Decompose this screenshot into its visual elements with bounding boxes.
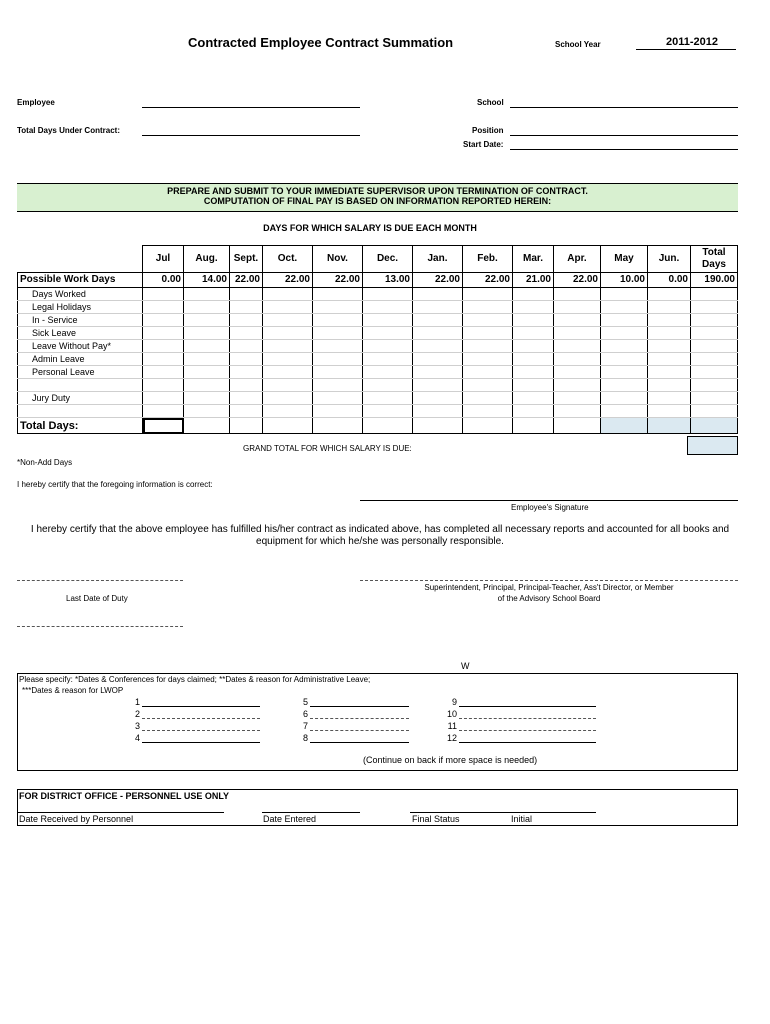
header-spacer <box>18 246 143 273</box>
day-entry-cell[interactable] <box>601 379 648 392</box>
possible-days-cell[interactable]: 21.00 <box>513 273 554 288</box>
day-entry-cell[interactable] <box>263 353 313 366</box>
total-header-line-2: Days <box>702 259 726 270</box>
row-label: In - Service <box>18 314 143 327</box>
superintendent-label-2: of the Advisory School Board <box>497 594 601 603</box>
day-entry-cell[interactable] <box>363 379 413 392</box>
school-year-label: School Year <box>555 40 601 49</box>
day-entry-cell[interactable] <box>554 314 601 327</box>
day-entry-cell[interactable] <box>363 340 413 353</box>
day-entry-cell[interactable] <box>184 392 230 405</box>
row-label: Days Worked <box>18 288 143 301</box>
days-title: DAYS FOR WHICH SALARY IS DUE EACH MONTH <box>263 223 477 233</box>
day-entry-cell[interactable] <box>463 379 513 392</box>
month-header: Dec. <box>363 246 413 273</box>
day-entry-cell[interactable] <box>413 405 463 418</box>
day-entry-cell[interactable] <box>648 288 691 301</box>
specify-number: 7 <box>302 721 308 731</box>
day-entry-cell[interactable] <box>143 405 184 418</box>
possible-days-cell[interactable]: 0.00 <box>648 273 691 288</box>
day-entry-cell[interactable] <box>230 379 263 392</box>
total-days-field[interactable] <box>142 135 360 136</box>
date-entered-label: Date Entered <box>263 814 317 824</box>
day-entry-cell[interactable] <box>230 405 263 418</box>
day-entry-cell[interactable] <box>513 327 554 340</box>
day-entry-cell[interactable] <box>413 327 463 340</box>
day-entry-cell[interactable] <box>143 314 184 327</box>
day-entry-cell[interactable] <box>554 379 601 392</box>
day-entry-cell[interactable] <box>313 340 363 353</box>
day-entry-cell[interactable] <box>601 340 648 353</box>
day-entry-cell[interactable] <box>413 379 463 392</box>
day-entry-cell[interactable] <box>648 392 691 405</box>
day-entry-cell[interactable] <box>691 314 738 327</box>
possible-days-cell[interactable]: 0.00 <box>143 273 184 288</box>
month-header: Mar. <box>513 246 554 273</box>
day-entry-cell[interactable] <box>691 327 738 340</box>
superintendent-line[interactable] <box>360 580 738 581</box>
day-entry-cell[interactable] <box>463 405 513 418</box>
day-entry-cell[interactable] <box>554 340 601 353</box>
day-entry-cell[interactable] <box>463 353 513 366</box>
day-entry-cell[interactable] <box>691 392 738 405</box>
school-label: School <box>477 98 504 107</box>
school-field[interactable] <box>510 107 738 108</box>
row-label <box>18 379 143 392</box>
specify-line-2: ***Dates & reason for LWOP <box>22 686 124 695</box>
possible-work-days-label: Possible Work Days <box>18 273 143 288</box>
day-entry-cell[interactable] <box>143 340 184 353</box>
start-date-label: Start Date: <box>463 140 504 149</box>
day-entry-cell[interactable] <box>554 353 601 366</box>
day-entry-cell[interactable] <box>143 379 184 392</box>
day-entry-cell[interactable] <box>363 327 413 340</box>
day-entry-cell[interactable] <box>363 366 413 379</box>
day-entry-cell[interactable] <box>313 405 363 418</box>
day-entry-cell[interactable] <box>143 366 184 379</box>
day-entry-cell[interactable] <box>263 340 313 353</box>
total-days-cell[interactable] <box>263 418 313 434</box>
total-days-cell[interactable] <box>648 418 691 434</box>
employee-signature-label: Employee's Signature <box>511 503 589 512</box>
day-entry-cell[interactable] <box>513 366 554 379</box>
day-entry-cell[interactable] <box>513 392 554 405</box>
employee-signature-line[interactable] <box>360 500 738 501</box>
day-entry-cell[interactable] <box>513 340 554 353</box>
possible-days-total: 190.00 <box>691 273 738 288</box>
day-entry-cell[interactable] <box>513 379 554 392</box>
possible-days-cell[interactable]: 22.00 <box>313 273 363 288</box>
day-entry-cell[interactable] <box>313 366 363 379</box>
month-header: Jun. <box>648 246 691 273</box>
day-entry-cell[interactable] <box>313 379 363 392</box>
final-status-line[interactable] <box>410 812 596 813</box>
total-days-cell[interactable] <box>230 418 263 434</box>
district-title: FOR DISTRICT OFFICE - PERSONNEL USE ONLY <box>19 791 230 801</box>
day-entry-cell[interactable] <box>184 327 230 340</box>
table-row <box>18 405 738 418</box>
total-days-row-label: Total Days: <box>18 418 143 434</box>
day-entry-cell[interactable] <box>601 366 648 379</box>
table-row <box>18 327 738 340</box>
day-entry-cell[interactable] <box>648 353 691 366</box>
day-entry-cell[interactable] <box>363 288 413 301</box>
day-entry-cell[interactable] <box>601 353 648 366</box>
specify-number: 12 <box>446 733 457 743</box>
salary-days-table <box>17 245 738 434</box>
month-header: Nov. <box>313 246 363 273</box>
day-entry-cell[interactable] <box>648 405 691 418</box>
day-entry-cell[interactable] <box>413 392 463 405</box>
day-entry-cell[interactable] <box>263 366 313 379</box>
position-label: Position <box>472 126 504 135</box>
row-label: Legal Holidays <box>18 301 143 314</box>
day-entry-cell[interactable] <box>463 366 513 379</box>
specify-entry-line[interactable] <box>459 742 596 743</box>
day-entry-cell[interactable] <box>554 288 601 301</box>
day-entry-cell[interactable] <box>463 288 513 301</box>
row-label: Admin Leave <box>18 353 143 366</box>
specify-entry-line[interactable] <box>310 730 409 731</box>
specify-number: 6 <box>302 709 308 719</box>
day-entry-cell[interactable] <box>230 288 263 301</box>
day-entry-cell[interactable] <box>184 366 230 379</box>
month-header: Jan. <box>413 246 463 273</box>
specify-entry-line[interactable] <box>459 730 596 731</box>
day-entry-cell[interactable] <box>184 288 230 301</box>
day-entry-cell[interactable] <box>601 327 648 340</box>
possible-days-cell[interactable]: 22.00 <box>230 273 263 288</box>
specify-entry-line[interactable] <box>310 718 409 719</box>
day-entry-cell[interactable] <box>463 392 513 405</box>
specify-number: 8 <box>302 733 308 743</box>
day-entry-cell[interactable] <box>463 314 513 327</box>
day-entry-cell[interactable] <box>263 301 313 314</box>
table-row <box>18 366 738 379</box>
total-days-cell[interactable] <box>601 418 648 434</box>
day-entry-cell[interactable] <box>363 392 413 405</box>
specify-entry-line[interactable] <box>459 718 596 719</box>
month-header: Sept. <box>230 246 263 273</box>
banner-line-1: PREPARE AND SUBMIT TO YOUR IMMEDIATE SUPERVISOR UPON TERMINATION OF CONTRACT. <box>167 186 588 196</box>
date-received-line[interactable] <box>17 812 224 813</box>
start-date-field[interactable] <box>510 149 738 150</box>
day-entry-cell[interactable] <box>313 392 363 405</box>
specify-entry-line[interactable] <box>310 706 409 707</box>
day-entry-cell[interactable] <box>463 301 513 314</box>
month-header: Aug. <box>184 246 230 273</box>
date-received-label: Date Received by Personnel <box>19 814 134 824</box>
specify-entry-line[interactable] <box>142 718 260 719</box>
possible-days-cell[interactable]: 10.00 <box>601 273 648 288</box>
instruction-banner <box>17 183 738 212</box>
day-entry-cell[interactable] <box>313 301 363 314</box>
certify-fulfilled-1: I hereby certify that the above employee has fulfilled his/her contract as indicated above, has completed all necessary reports and accounted for all books and <box>30 524 730 535</box>
day-entry-cell[interactable] <box>413 288 463 301</box>
specify-entry-line[interactable] <box>142 730 260 731</box>
total-days-cell[interactable] <box>143 418 184 434</box>
table-row <box>18 288 738 301</box>
day-entry-cell[interactable] <box>263 405 313 418</box>
possible-days-cell[interactable]: 22.00 <box>554 273 601 288</box>
table-row <box>18 392 738 405</box>
last-date-label: Last Date of Duty <box>66 594 128 603</box>
specify-number: 11 <box>447 721 457 731</box>
total-header-line-1: Total <box>702 247 726 258</box>
continue-note: (Continue on back if more space is needed) <box>363 755 538 765</box>
day-entry-cell[interactable] <box>601 392 648 405</box>
total-days-cell[interactable] <box>363 418 413 434</box>
grand-total-cell[interactable] <box>687 436 738 455</box>
month-header: May <box>601 246 648 273</box>
day-entry-cell[interactable] <box>648 314 691 327</box>
day-entry-cell[interactable] <box>413 353 463 366</box>
day-entry-cell[interactable] <box>601 405 648 418</box>
day-entry-cell[interactable] <box>648 366 691 379</box>
employee-label: Employee <box>17 98 55 107</box>
day-entry-cell[interactable] <box>230 392 263 405</box>
day-entry-cell[interactable] <box>554 327 601 340</box>
day-entry-cell[interactable] <box>313 314 363 327</box>
day-entry-cell[interactable] <box>184 301 230 314</box>
specify-entry-line[interactable] <box>459 706 596 707</box>
table-row <box>18 353 738 366</box>
day-entry-cell[interactable] <box>554 301 601 314</box>
day-entry-cell[interactable] <box>313 353 363 366</box>
w-mark: W <box>461 661 470 671</box>
day-entry-cell[interactable] <box>691 353 738 366</box>
day-entry-cell[interactable] <box>513 314 554 327</box>
day-entry-cell[interactable] <box>554 366 601 379</box>
table-row <box>18 340 738 353</box>
day-entry-cell[interactable] <box>691 366 738 379</box>
day-entry-cell[interactable] <box>463 327 513 340</box>
position-field[interactable] <box>510 135 738 136</box>
specify-number: 2 <box>134 709 140 719</box>
day-entry-cell[interactable] <box>463 340 513 353</box>
superintendent-label-1: Superintendent, Principal, Principal-Teacher, Ass't Director, or Member <box>424 583 674 592</box>
initial-label: Initial <box>511 814 533 824</box>
day-entry-cell[interactable] <box>413 340 463 353</box>
day-entry-cell[interactable] <box>230 314 263 327</box>
day-entry-cell[interactable] <box>554 405 601 418</box>
day-entry-cell[interactable] <box>691 340 738 353</box>
day-entry-cell[interactable] <box>691 301 738 314</box>
total-days-cell[interactable] <box>413 418 463 434</box>
day-entry-cell[interactable] <box>230 340 263 353</box>
row-label: Jury Duty <box>18 392 143 405</box>
month-header: Jul <box>143 246 184 273</box>
day-entry-cell[interactable] <box>263 288 313 301</box>
possible-days-cell[interactable]: 22.00 <box>263 273 313 288</box>
day-entry-cell[interactable] <box>648 327 691 340</box>
total-days-cell[interactable] <box>463 418 513 434</box>
day-entry-cell[interactable] <box>691 405 738 418</box>
day-entry-cell[interactable] <box>363 405 413 418</box>
specify-number: 3 <box>134 721 140 731</box>
row-label: Leave Without Pay* <box>18 340 143 353</box>
employee-field[interactable] <box>142 107 360 108</box>
day-entry-cell[interactable] <box>413 301 463 314</box>
month-header: Apr. <box>554 246 601 273</box>
day-entry-cell[interactable] <box>648 379 691 392</box>
total-days-cell[interactable] <box>313 418 363 434</box>
non-add-note: *Non-Add Days <box>17 458 73 467</box>
day-entry-cell[interactable] <box>263 379 313 392</box>
day-entry-cell[interactable] <box>601 314 648 327</box>
specify-number: 1 <box>134 697 140 707</box>
month-header: Oct. <box>263 246 313 273</box>
day-entry-cell[interactable] <box>230 327 263 340</box>
total-days-header <box>691 246 738 273</box>
specify-number: 9 <box>451 697 457 707</box>
date-entered-line[interactable] <box>262 812 360 813</box>
day-entry-cell[interactable] <box>363 353 413 366</box>
total-days-cell[interactable] <box>513 418 554 434</box>
specify-line-1: Please specify: *Dates & Conferences for days claimed; **Dates & reason for Administrative Leave; <box>19 675 371 684</box>
possible-days-cell[interactable]: 22.00 <box>463 273 513 288</box>
day-entry-cell[interactable] <box>230 366 263 379</box>
day-entry-cell[interactable] <box>184 353 230 366</box>
specify-entry-line[interactable] <box>142 706 260 707</box>
day-entry-cell[interactable] <box>513 301 554 314</box>
last-date-line[interactable] <box>17 580 183 581</box>
banner-line-2: COMPUTATION OF FINAL PAY IS BASED ON INFORMATION REPORTED HEREIN: <box>203 196 552 206</box>
school-year-value: 2011-2012 <box>666 36 718 48</box>
day-entry-cell[interactable] <box>513 288 554 301</box>
row-label <box>18 405 143 418</box>
total-days-cell[interactable] <box>184 418 230 434</box>
day-entry-cell[interactable] <box>143 392 184 405</box>
possible-days-cell[interactable]: 13.00 <box>363 273 413 288</box>
day-entry-cell[interactable] <box>648 301 691 314</box>
extra-line[interactable] <box>17 626 183 627</box>
table-row <box>18 314 738 327</box>
total-days-label: Total Days Under Contract: <box>17 126 120 135</box>
table-row <box>18 379 738 392</box>
day-entry-cell[interactable] <box>513 353 554 366</box>
day-entry-cell[interactable] <box>691 379 738 392</box>
possible-days-cell[interactable]: 22.00 <box>413 273 463 288</box>
row-label: Sick Leave <box>18 327 143 340</box>
specify-entry-line[interactable] <box>310 742 409 743</box>
day-entry-cell[interactable] <box>184 340 230 353</box>
day-entry-cell[interactable] <box>230 353 263 366</box>
specify-entry-line[interactable] <box>142 742 260 743</box>
specify-number: 5 <box>302 697 308 707</box>
day-entry-cell[interactable] <box>691 288 738 301</box>
day-entry-cell[interactable] <box>413 314 463 327</box>
certify-fulfilled-2: equipment for which he/she was personally responsible. <box>256 536 504 547</box>
day-entry-cell[interactable] <box>648 340 691 353</box>
day-entry-cell[interactable] <box>263 314 313 327</box>
specify-number: 4 <box>134 733 140 743</box>
day-entry-cell[interactable] <box>413 366 463 379</box>
day-entry-cell[interactable] <box>601 288 648 301</box>
day-entry-cell[interactable] <box>363 301 413 314</box>
grand-total-label: GRAND TOTAL FOR WHICH SALARY IS DUE: <box>243 444 412 453</box>
day-entry-cell[interactable] <box>143 288 184 301</box>
day-entry-cell[interactable] <box>263 392 313 405</box>
month-header: Feb. <box>463 246 513 273</box>
day-entry-cell[interactable] <box>554 392 601 405</box>
form-title: Contracted Employee Contract Summation <box>188 35 454 50</box>
day-entry-cell[interactable] <box>184 314 230 327</box>
final-status-label: Final Status <box>412 814 460 824</box>
total-days-cell[interactable] <box>691 418 738 434</box>
row-label: Personal Leave <box>18 366 143 379</box>
day-entry-cell[interactable] <box>313 288 363 301</box>
school-year-line <box>636 49 736 50</box>
day-entry-cell[interactable] <box>184 379 230 392</box>
day-entry-cell[interactable] <box>513 405 554 418</box>
specify-number: 10 <box>446 709 457 719</box>
day-entry-cell[interactable] <box>143 301 184 314</box>
total-days-cell[interactable] <box>554 418 601 434</box>
day-entry-cell[interactable] <box>143 353 184 366</box>
day-entry-cell[interactable] <box>363 314 413 327</box>
day-entry-cell[interactable] <box>601 301 648 314</box>
possible-days-cell[interactable]: 14.00 <box>184 273 230 288</box>
day-entry-cell[interactable] <box>230 301 263 314</box>
day-entry-cell[interactable] <box>143 327 184 340</box>
certify-correct: I hereby certify that the foregoing information is correct: <box>17 480 213 489</box>
day-entry-cell[interactable] <box>313 327 363 340</box>
day-entry-cell[interactable] <box>184 405 230 418</box>
table-row <box>18 301 738 314</box>
day-entry-cell[interactable] <box>263 327 313 340</box>
